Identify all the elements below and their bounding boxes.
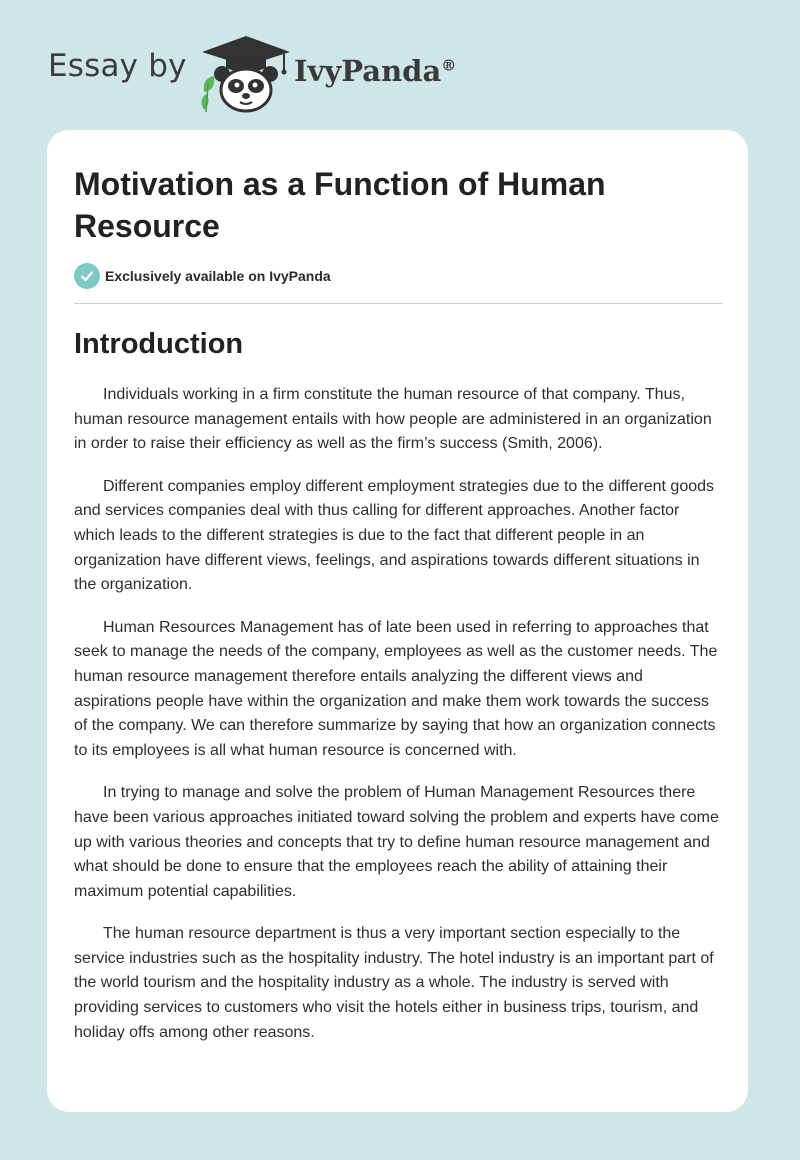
essay-card (47, 130, 748, 1112)
exclusive-badge (74, 263, 331, 289)
check-icon (74, 263, 100, 289)
essay-by-text: Essay by (48, 48, 187, 84)
paragraph: Individuals working in a firm constitute the human resource of that company. Thus, human resource management entails with how people are administered in an organization in order to raise their efficiency as well as the firm’s success (Smith, 2006). (74, 386, 712, 453)
divider (74, 303, 723, 304)
panda-graduate-icon[interactable] (200, 34, 292, 114)
paragraph: In trying to manage and solve the problem of Human Management Resources there have been various approaches initiated toward solving the problem and experts have come up with various theories and concepts that try to define human resource management and what should be done to ensure that the employees reach the ability of attaining their maximum potential capabilities. (74, 784, 719, 900)
paragraph: The human resource department is thus a very important section especially to the service industries such as the hospitality industry. The hotel industry is an important part of the world tourism and the hospitality industry as a whole. The industry is served with providing services to customers who visit the hotels either in business trips, tourism, and holiday offs among other reasons. (74, 925, 714, 1041)
brand-logo-text[interactable]: IvyPanda® (294, 54, 457, 88)
section-heading: Introduction (74, 328, 244, 360)
article-body (74, 383, 724, 1063)
page-title: Motivation as a Function of Human Resource (74, 166, 606, 244)
paragraph: Different companies employ different employment strategies due to the different goods and services companies deal with thus calling for different approaches. Another factor which leads to the different strategies is due to the fact that different people in an organization have different views, feelings, and aspirations towards different situations in the organization. (74, 477, 715, 594)
site-header (48, 28, 748, 118)
paragraph: Human Resources Management has of late been used in referring to approaches that seek to manage the needs of the company, employees as well as the customer needs. The human resource management therefore entails analyzing the different views and aspirations people have within the organization and make them work towards the success of the company. We can therefore summarize by saying that how an organization connects to its employees is all what human resource is concerned with. (74, 618, 718, 759)
exclusive-label: Exclusively available on IvyPanda (105, 268, 331, 284)
